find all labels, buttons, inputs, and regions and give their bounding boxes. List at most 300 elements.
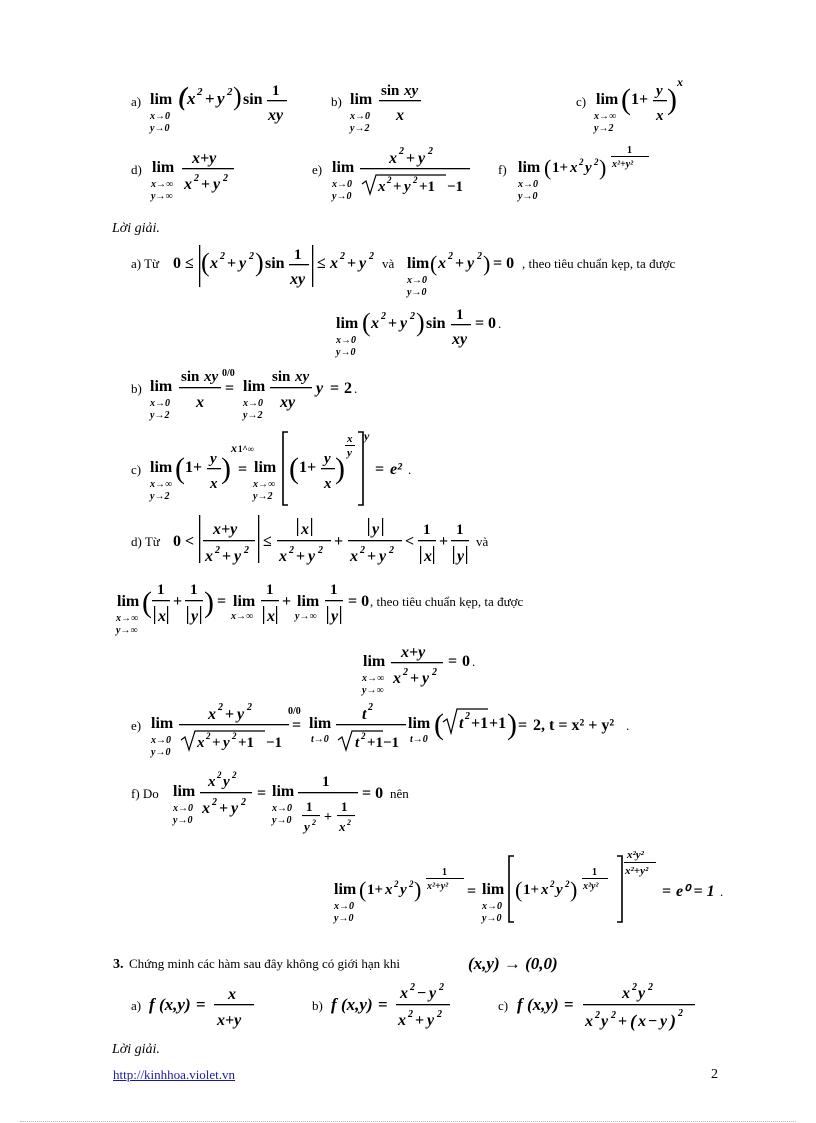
svg-text:(: (: [544, 155, 552, 180]
svg-text:(: (: [621, 83, 631, 116]
svg-text:.: .: [626, 718, 630, 733]
svg-text:= 0: = 0: [493, 255, 515, 272]
svg-text:y: y: [237, 706, 245, 723]
svg-text:x: x: [267, 608, 275, 625]
svg-text:x→0: x→0: [173, 803, 193, 814]
svg-text:y→0: y→0: [332, 191, 352, 202]
svg-text:lim: lim: [150, 378, 173, 395]
svg-text:1: 1: [456, 522, 464, 538]
svg-text:lim: lim: [150, 91, 173, 108]
svg-text:x: x: [202, 800, 210, 817]
svg-text:x: x: [385, 882, 393, 898]
svg-text:sin: sin: [272, 369, 291, 385]
svg-text:2: 2: [389, 545, 394, 556]
svg-text:2: 2: [565, 879, 570, 889]
svg-text:f: f: [149, 995, 155, 1014]
svg-text:2: 2: [206, 731, 211, 741]
svg-text:1+: 1+: [185, 459, 203, 476]
svg-text:x: x: [196, 394, 204, 411]
svg-text:2: 2: [394, 879, 399, 889]
svg-text:(: (: [515, 877, 523, 902]
svg-text:y: y: [660, 1013, 668, 1030]
svg-text:x: x: [231, 441, 237, 455]
svg-text:2: 2: [387, 175, 392, 185]
svg-text:+: +: [227, 255, 237, 272]
svg-text:y: y: [429, 985, 437, 1002]
svg-text:x: x: [638, 1013, 646, 1030]
svg-text:nên: nên: [390, 786, 409, 801]
svg-text:=: =: [225, 380, 235, 397]
svg-text:d): d): [131, 162, 142, 177]
svg-text:.: .: [720, 884, 724, 899]
svg-text:2: 2: [579, 157, 584, 167]
svg-text:f) Do: f) Do: [131, 786, 159, 801]
svg-text:xy: xy: [290, 271, 306, 288]
svg-text:x: x: [347, 433, 353, 445]
problem-b: [331, 83, 421, 134]
svg-text:x²y²: x²y²: [583, 881, 599, 892]
svg-text:x→0: x→0: [518, 179, 538, 190]
svg-text:x: x: [371, 315, 379, 332]
svg-text:y: y: [191, 608, 199, 625]
svg-text:2: 2: [448, 251, 453, 262]
problem-c: [576, 75, 683, 134]
problem-e: [312, 146, 470, 202]
svg-text:x²+y²: x²+y²: [427, 881, 449, 892]
svg-text:+: +: [225, 706, 235, 723]
svg-text:xy: xy: [280, 394, 296, 411]
svg-text:x+y: x+y: [401, 644, 426, 661]
svg-text:2: 2: [347, 818, 351, 827]
svg-text:y→0: y→0: [334, 913, 354, 924]
svg-text:.: .: [498, 316, 502, 331]
svg-text:): ): [221, 452, 231, 485]
svg-text:x→0: x→0: [336, 335, 356, 346]
svg-text:0: 0: [488, 315, 496, 332]
svg-text:+: +: [282, 593, 292, 610]
footer-link[interactable]: http://kinhhoa.violet.vn: [113, 1067, 236, 1082]
svg-text:y: y: [364, 429, 370, 443]
svg-text:y→2: y→2: [594, 123, 614, 134]
svg-text:y→∞: y→∞: [151, 191, 173, 202]
svg-text:=: =: [238, 461, 248, 478]
svg-text:lim: lim: [518, 159, 541, 176]
svg-text:2: 2: [312, 818, 316, 827]
svg-text:−: −: [648, 1013, 658, 1030]
svg-text:(: (: [359, 877, 367, 902]
svg-text:+1: +1: [471, 715, 489, 732]
svg-text:d) Từ: d) Từ: [131, 534, 160, 549]
svg-text:y: y: [331, 608, 339, 625]
problem-3: [113, 954, 695, 1032]
svg-text:2: 2: [215, 545, 220, 556]
svg-text:x→0: x→0: [350, 111, 370, 122]
svg-text:x: x: [622, 985, 630, 1002]
svg-text:y: y: [457, 548, 465, 565]
svg-text:y→2: y→2: [150, 410, 170, 421]
svg-text:y: y: [316, 380, 324, 397]
svg-text:x: x: [570, 160, 578, 176]
svg-text:y: y: [638, 985, 646, 1002]
svg-text:x→∞: x→∞: [231, 611, 254, 622]
svg-text:): ): [416, 308, 425, 337]
svg-text:x→∞: x→∞: [116, 613, 139, 624]
svg-text:x²y²: x²y²: [627, 849, 644, 861]
svg-text:+: +: [296, 548, 306, 565]
svg-text:lim: lim: [309, 715, 332, 732]
svg-text:): ): [507, 708, 517, 741]
svg-text:f): f): [498, 162, 507, 177]
svg-text:y: y: [467, 255, 475, 272]
svg-text:+: +: [334, 533, 344, 550]
svg-text:+: +: [205, 89, 215, 108]
svg-text:xy: xy: [295, 369, 310, 385]
svg-text:=: =: [378, 995, 388, 1014]
svg-text:): ): [570, 877, 578, 902]
svg-text:x: x: [228, 986, 236, 1003]
svg-text:a) Từ: a) Từ: [131, 256, 160, 271]
svg-text:2: 2: [360, 545, 365, 556]
svg-text:2: 2: [465, 711, 470, 722]
svg-text:2: 2: [194, 173, 199, 184]
svg-text:.: .: [408, 462, 412, 477]
svg-text:lim: lim: [350, 91, 373, 108]
svg-text:+1: +1: [367, 735, 384, 751]
svg-text:.: .: [354, 381, 358, 396]
svg-text:x: x: [393, 670, 401, 687]
svg-text:x: x: [324, 476, 332, 492]
svg-text:lim: lim: [117, 593, 140, 610]
svg-text:(x,y): (x,y): [527, 995, 559, 1014]
svg-text:x+y: x+y: [213, 521, 238, 538]
svg-text:sin: sin: [381, 83, 400, 99]
svg-text:x→0: x→0: [482, 901, 502, 912]
svg-text:lim: lim: [297, 593, 320, 610]
svg-text:y→0: y→0: [173, 815, 193, 826]
svg-text:1: 1: [322, 774, 330, 790]
svg-text:y: y: [223, 774, 230, 790]
svg-text:2: 2: [369, 251, 374, 262]
svg-text:x: x: [205, 548, 213, 565]
svg-text:): ): [670, 1011, 676, 1031]
svg-text:−: −: [417, 985, 427, 1002]
svg-text:y→0: y→0: [272, 815, 292, 826]
svg-text:y: y: [213, 176, 221, 193]
svg-text:x: x: [656, 108, 664, 124]
svg-text:x→∞: x→∞: [253, 479, 276, 490]
svg-text:y→0: y→0: [407, 287, 427, 298]
svg-text:y→∞: y→∞: [116, 625, 138, 636]
svg-text:e): e): [312, 162, 323, 177]
svg-text:2: 2: [289, 545, 294, 556]
svg-text:0: 0: [462, 653, 470, 670]
svg-text:lim: lim: [482, 881, 505, 898]
svg-text:lim: lim: [243, 378, 266, 395]
svg-text:0 ≤: 0 ≤: [173, 255, 194, 272]
svg-text:b): b): [312, 998, 323, 1013]
svg-text:y: y: [347, 447, 352, 459]
svg-text:1: 1: [306, 799, 313, 814]
svg-text:): ): [335, 452, 345, 485]
svg-text:2: 2: [611, 1010, 616, 1021]
svg-text:(: (: [178, 82, 187, 111]
svg-text:1: 1: [456, 307, 464, 323]
svg-text:2: 2: [232, 731, 237, 741]
svg-text:lim: lim: [363, 653, 386, 670]
svg-text:f: f: [517, 995, 523, 1014]
svg-text:x: x: [339, 819, 346, 834]
problem-f: [498, 145, 649, 202]
svg-text:lim: lim: [596, 91, 619, 108]
svg-text:x: x: [208, 774, 216, 790]
svg-text:x: x: [400, 985, 408, 1002]
svg-text:x: x: [279, 548, 287, 565]
svg-text:x→0: x→0: [332, 179, 352, 190]
svg-text:x: x: [378, 179, 386, 195]
svg-text:(: (: [289, 452, 299, 485]
svg-text:2: 2: [212, 797, 217, 808]
svg-text:(x,y) → (0,0): (x,y) → (0,0): [468, 954, 558, 973]
svg-text:x²+y²: x²+y²: [612, 159, 634, 170]
svg-text:y: y: [427, 1012, 435, 1029]
svg-text:+: +: [324, 810, 332, 825]
svg-text:2: 2: [410, 982, 415, 993]
svg-text:1+: 1+: [299, 459, 317, 476]
solution-f: [131, 770, 723, 924]
svg-text:lim: lim: [254, 459, 277, 476]
svg-text:x: x: [389, 150, 397, 167]
svg-text:): ): [233, 82, 242, 111]
svg-text:lim: lim: [332, 159, 355, 176]
page-number: 2: [711, 1067, 718, 1082]
svg-text:+1: +1: [489, 715, 507, 732]
svg-text:y: y: [601, 1013, 609, 1030]
svg-text:2: 2: [318, 545, 323, 556]
svg-text:x+y: x+y: [217, 1012, 242, 1029]
svg-text:(: (: [434, 708, 444, 741]
svg-text:2: 2: [678, 1008, 683, 1019]
svg-text:y→0: y→0: [518, 191, 538, 202]
svg-text:= 0: = 0: [348, 593, 370, 610]
svg-text:sin: sin: [426, 315, 446, 332]
svg-text:2: 2: [368, 702, 373, 713]
svg-text:x: x: [350, 548, 358, 565]
svg-text:a): a): [131, 998, 142, 1013]
svg-text:lim: lim: [151, 715, 174, 732]
problem-d: [131, 150, 234, 202]
svg-text:lim: lim: [150, 459, 173, 476]
svg-text:x→0: x→0: [407, 275, 427, 286]
svg-text:2: 2: [361, 731, 366, 741]
svg-text:y→0: y→0: [336, 347, 356, 358]
svg-text:x: x: [208, 706, 216, 723]
svg-text:+: +: [455, 255, 465, 272]
svg-text:(: (: [201, 248, 210, 277]
svg-text:1: 1: [266, 582, 274, 598]
svg-text:−1: −1: [447, 179, 464, 195]
svg-text:lim: lim: [173, 783, 196, 800]
svg-text:2: 2: [595, 1010, 600, 1021]
svg-text:2: 2: [408, 1009, 413, 1020]
svg-text:b): b): [131, 381, 142, 396]
svg-text:y: y: [379, 548, 387, 565]
svg-text:≤: ≤: [317, 255, 326, 272]
svg-text:t→0: t→0: [311, 734, 329, 745]
svg-text:x→0: x→0: [150, 111, 170, 122]
svg-text:b): b): [331, 94, 342, 109]
svg-text:y: y: [359, 255, 367, 272]
svg-text:=: =: [375, 461, 385, 478]
svg-text:xy: xy: [452, 331, 468, 348]
svg-text:e): e): [131, 718, 142, 733]
svg-text:=: =: [448, 653, 458, 670]
svg-text:=: =: [257, 785, 267, 802]
svg-text:y: y: [304, 819, 310, 834]
svg-text:2: 2: [428, 146, 433, 157]
svg-text:−1: −1: [266, 735, 283, 751]
svg-text:1: 1: [592, 867, 597, 878]
svg-text:=: =: [564, 995, 574, 1014]
solution-d: [115, 515, 523, 696]
svg-text:x: x: [197, 735, 205, 751]
svg-text:và: và: [476, 534, 489, 549]
svg-text:.: .: [472, 654, 476, 669]
svg-text:x: x: [187, 89, 196, 108]
svg-text:y: y: [234, 548, 242, 565]
svg-text:e⁰ = 1: e⁰ = 1: [676, 883, 715, 900]
svg-text:lim: lim: [336, 315, 359, 332]
svg-text:x→∞: x→∞: [362, 673, 385, 684]
svg-text:+: +: [415, 1012, 425, 1029]
svg-text:y→2: y→2: [253, 491, 273, 502]
svg-text:+: +: [439, 533, 449, 550]
svg-text:x: x: [398, 1012, 406, 1029]
svg-text:c): c): [576, 94, 587, 109]
svg-text:1+: 1+: [552, 160, 569, 176]
svg-text:lim: lim: [408, 715, 431, 732]
svg-text:2: 2: [594, 157, 599, 167]
svg-text:2: 2: [437, 1009, 442, 1020]
svg-text:e²: e²: [390, 461, 402, 478]
svg-text:+: +: [367, 548, 377, 565]
svg-text:x: x: [424, 548, 432, 565]
svg-text:= 0: = 0: [362, 785, 384, 802]
svg-text:2: 2: [197, 86, 203, 98]
svg-text:(: (: [142, 586, 152, 619]
svg-text:x: x: [585, 1013, 593, 1030]
svg-text:2: 2: [550, 879, 555, 889]
solution-e: [131, 702, 629, 758]
svg-text:1: 1: [627, 145, 632, 156]
svg-text:y→∞: y→∞: [295, 611, 317, 622]
svg-text:2: 2: [403, 667, 408, 678]
svg-text:x: x: [541, 882, 549, 898]
svg-text:1: 1: [190, 582, 198, 598]
svg-text:y→0: y→0: [482, 913, 502, 924]
svg-text:, theo tiêu chuẩn kẹp, ta được: , theo tiêu chuẩn kẹp, ta được: [370, 594, 524, 609]
svg-text:t: t: [362, 706, 367, 723]
svg-text:2: 2: [232, 770, 237, 780]
svg-text:c): c): [498, 998, 509, 1013]
svg-text:+: +: [201, 176, 211, 193]
svg-text:x: x: [210, 255, 218, 272]
svg-text:x: x: [184, 176, 192, 193]
svg-text:sin: sin: [265, 255, 285, 272]
svg-text:1: 1: [341, 799, 348, 814]
svg-text:0/0: 0/0: [288, 706, 301, 717]
svg-text:1: 1: [442, 867, 447, 878]
svg-text:y: y: [422, 670, 430, 687]
svg-text:): ): [667, 83, 677, 116]
svg-text:lim: lim: [272, 783, 295, 800]
svg-text:y: y: [372, 521, 380, 538]
svg-text:y→2: y→2: [150, 491, 170, 502]
svg-text:t: t: [355, 735, 360, 751]
svg-text:y: y: [418, 150, 426, 167]
svg-text:sin: sin: [181, 369, 200, 385]
svg-text:y: y: [210, 451, 217, 467]
svg-text:+1: +1: [419, 179, 436, 195]
svg-text:=: =: [467, 883, 477, 900]
svg-text:=: =: [475, 315, 485, 332]
svg-text:1+: 1+: [523, 882, 540, 898]
solution-a: [131, 245, 675, 358]
solution-b: [131, 368, 357, 421]
svg-text:x→0: x→0: [334, 901, 354, 912]
svg-text:+: +: [406, 150, 416, 167]
svg-text:+: +: [618, 1013, 628, 1030]
page-bottom-divider: [20, 1121, 796, 1122]
svg-text:y→0: y→0: [151, 747, 171, 758]
svg-text:2: 2: [241, 797, 246, 808]
svg-text:(x,y): (x,y): [341, 995, 373, 1014]
svg-text:y→2: y→2: [243, 410, 263, 421]
svg-text:xy: xy: [268, 107, 284, 124]
svg-text:0/0: 0/0: [222, 368, 235, 379]
svg-text:y: y: [400, 882, 407, 898]
svg-text:x→0: x→0: [150, 398, 170, 409]
svg-text:x²+y²: x²+y²: [625, 865, 649, 877]
svg-text:2: 2: [410, 311, 415, 322]
svg-text:lim: lim: [152, 159, 175, 176]
svg-text:y→2: y→2: [350, 123, 370, 134]
svg-text:y: y: [656, 83, 663, 99]
svg-text:lim: lim: [334, 881, 357, 898]
svg-text:+: +: [347, 255, 357, 272]
svg-text:x→∞: x→∞: [151, 179, 174, 190]
svg-text:x: x: [677, 75, 683, 89]
svg-text:=: =: [330, 380, 340, 397]
svg-text:+: +: [212, 735, 221, 751]
svg-text:1: 1: [294, 247, 302, 263]
svg-text:c): c): [131, 462, 142, 477]
svg-text:lim: lim: [407, 255, 430, 272]
svg-text:+: +: [388, 315, 398, 332]
svg-text:1+: 1+: [367, 882, 384, 898]
svg-text:y: y: [231, 800, 239, 817]
svg-text:(: (: [175, 452, 185, 485]
svg-text:2: 2: [632, 982, 637, 993]
svg-text:y: y: [324, 451, 331, 467]
svg-text:2: 2: [432, 667, 437, 678]
svg-text:2: 2: [249, 251, 254, 262]
svg-text:+: +: [393, 179, 402, 195]
svg-text:2: 2: [340, 251, 345, 262]
svg-text:2: 2: [244, 545, 249, 556]
svg-text:−1: −1: [383, 735, 400, 751]
svg-text:1: 1: [272, 83, 280, 99]
svg-text:x+y: x+y: [192, 150, 217, 167]
